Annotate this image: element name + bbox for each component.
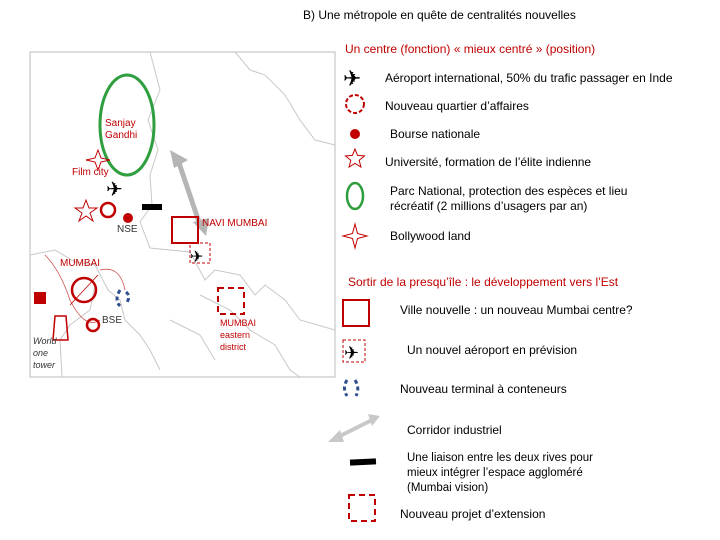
bse-dot [87, 319, 99, 331]
legend1-park: Parc National, protection des espèces et lieu récréatif (2 millions d’usagers par an) [390, 184, 628, 213]
map-frame [30, 52, 335, 377]
legend1-bollywood: Bollywood land [390, 229, 471, 243]
green-ellipse-icon [347, 183, 363, 209]
link-bar-map [142, 204, 162, 210]
star-outline-icon [346, 149, 365, 167]
section-title-east: Sortir de la presqu’île : le développement vers l’Est [348, 275, 619, 289]
northeast-coastline [235, 52, 335, 145]
label-film-city: Film city [72, 167, 109, 178]
label-sanjay: Sanjay Gandhi [105, 118, 138, 141]
dashed-square-icon [349, 495, 375, 521]
legend2-link: Une liaison entre les deux rives pour mieux intégrer l’espace aggloméré (Mumbai vision) [407, 452, 594, 494]
navi-mumbai-square [172, 217, 198, 243]
inner-coast [170, 320, 215, 360]
map [0, 0, 340, 380]
label-eastern-district: MUMBAI eastern district [220, 318, 256, 352]
legend2-corridor: Corridor industriel [407, 423, 502, 437]
legend2-extension: Nouveau projet d’extension [400, 507, 546, 521]
corridor-arrow-icon [328, 414, 380, 442]
legend1-icons [335, 60, 385, 260]
container-terminal-icon [345, 380, 348, 396]
legend1-airport: Aéroport international, 50% du trafic passager en Inde [385, 71, 673, 85]
label-world-one: World one tower [33, 336, 57, 370]
legend1-business: Nouveau quartier d’affaires [385, 99, 529, 113]
nse-dot [123, 213, 133, 223]
airport-icon: ✈ [106, 177, 123, 201]
legend2-new-airport: Un nouvel aéroport en prévision [407, 343, 578, 357]
eastern-district-square [218, 288, 244, 314]
legend2-container: Nouveau terminal à conteneurs [400, 382, 567, 396]
red-dot-icon [350, 129, 360, 139]
label-nse: NSE [117, 224, 138, 235]
link-bar-icon [350, 458, 376, 465]
four-point-star-icon [343, 224, 367, 248]
world-one-square [34, 292, 46, 304]
legend2-new-town: Ville nouvelle : un nouveau Mumbai centre? [400, 303, 633, 317]
nse-business-district [101, 203, 115, 217]
container-terminal-map [117, 290, 120, 306]
planned-airport-map: ✈ [190, 247, 204, 266]
red-square-icon [343, 300, 369, 326]
red-circle-outline-icon [346, 95, 364, 113]
legend1-university: Université, formation de l’élite indienne [385, 155, 592, 169]
airplane-icon: ✈ [343, 67, 362, 92]
legend1-stock-exchange: Bourse nationale [390, 127, 481, 141]
label-mumbai: MUMBAI [60, 258, 100, 269]
section-title-centre: Un centre (fonction) « mieux centré » (position) [345, 42, 596, 56]
legend2-icons [320, 292, 390, 532]
university-star-icon [75, 200, 97, 221]
label-bse: BSE [102, 315, 123, 326]
east-coastline [140, 52, 335, 330]
svg-text:✈: ✈ [344, 343, 360, 364]
label-navi-mumbai: NAVI MUMBAI [202, 218, 268, 229]
page-title: B) Une métropole en quête de centralités nouvelles [303, 8, 576, 22]
